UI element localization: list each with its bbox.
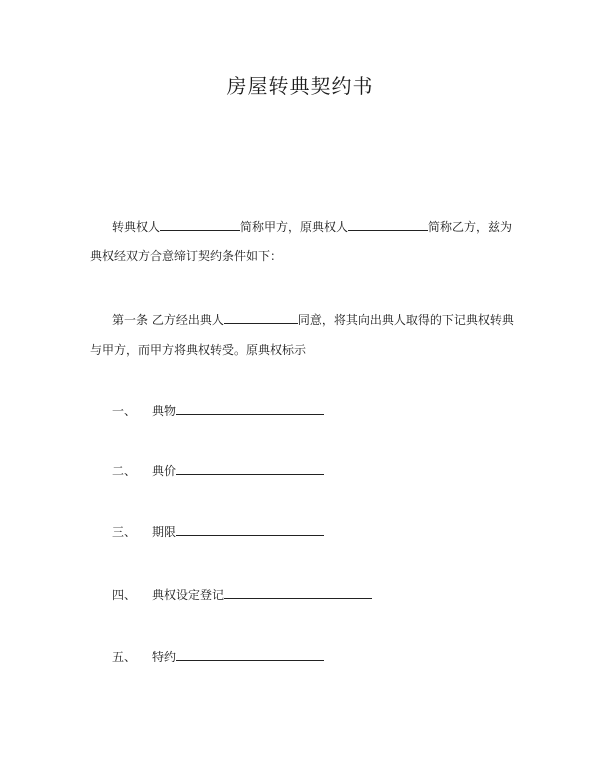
item-4-blank[interactable] — [224, 586, 372, 599]
item-1-blank[interactable] — [176, 402, 324, 415]
article1-line-2: 与甲方，而甲方将典权转受。原典权标示 — [90, 343, 307, 357]
article1-lead: 第一条 乙方经出典人 — [112, 313, 224, 327]
item-5 — [112, 648, 324, 665]
intro-line-2: 典权经双方合意缔订契约条件如下： — [90, 249, 283, 263]
item-3-blank[interactable] — [176, 523, 324, 536]
original-holder-blank[interactable] — [348, 218, 428, 231]
item-5-label: 特约 — [152, 650, 177, 664]
article1-consent: 同意，将其向出典人取得的下记典权转典 — [297, 313, 514, 327]
item-1 — [112, 402, 324, 419]
item-2-index: 二、 — [112, 464, 137, 478]
item-4-index: 四、 — [112, 588, 137, 602]
item-4 — [112, 586, 372, 603]
item-2-blank[interactable] — [176, 462, 324, 475]
item-2-label: 典价 — [152, 464, 177, 478]
item-5-blank[interactable] — [176, 648, 324, 661]
intro-original-label: 简称甲方，原典权人 — [240, 220, 349, 234]
document-title: 房屋转典契约书 — [226, 74, 374, 98]
item-4-label: 典权设定登记 — [152, 588, 225, 602]
intro-transferee-label: 转典权人 — [112, 220, 161, 234]
intro-line-1 — [112, 218, 512, 235]
article1-line-1 — [112, 311, 514, 328]
intro-party-b-label: 简称乙方，兹为 — [428, 220, 513, 234]
item-2 — [112, 462, 324, 479]
item-5-index: 五、 — [112, 650, 137, 664]
item-3-index: 三、 — [112, 525, 137, 539]
item-1-label: 典物 — [152, 404, 177, 418]
item-1-index: 一、 — [112, 404, 137, 418]
transferee-blank[interactable] — [160, 218, 240, 231]
item-3-label: 期限 — [152, 525, 177, 539]
mortgagor-blank[interactable] — [224, 311, 298, 324]
item-3 — [112, 523, 324, 540]
